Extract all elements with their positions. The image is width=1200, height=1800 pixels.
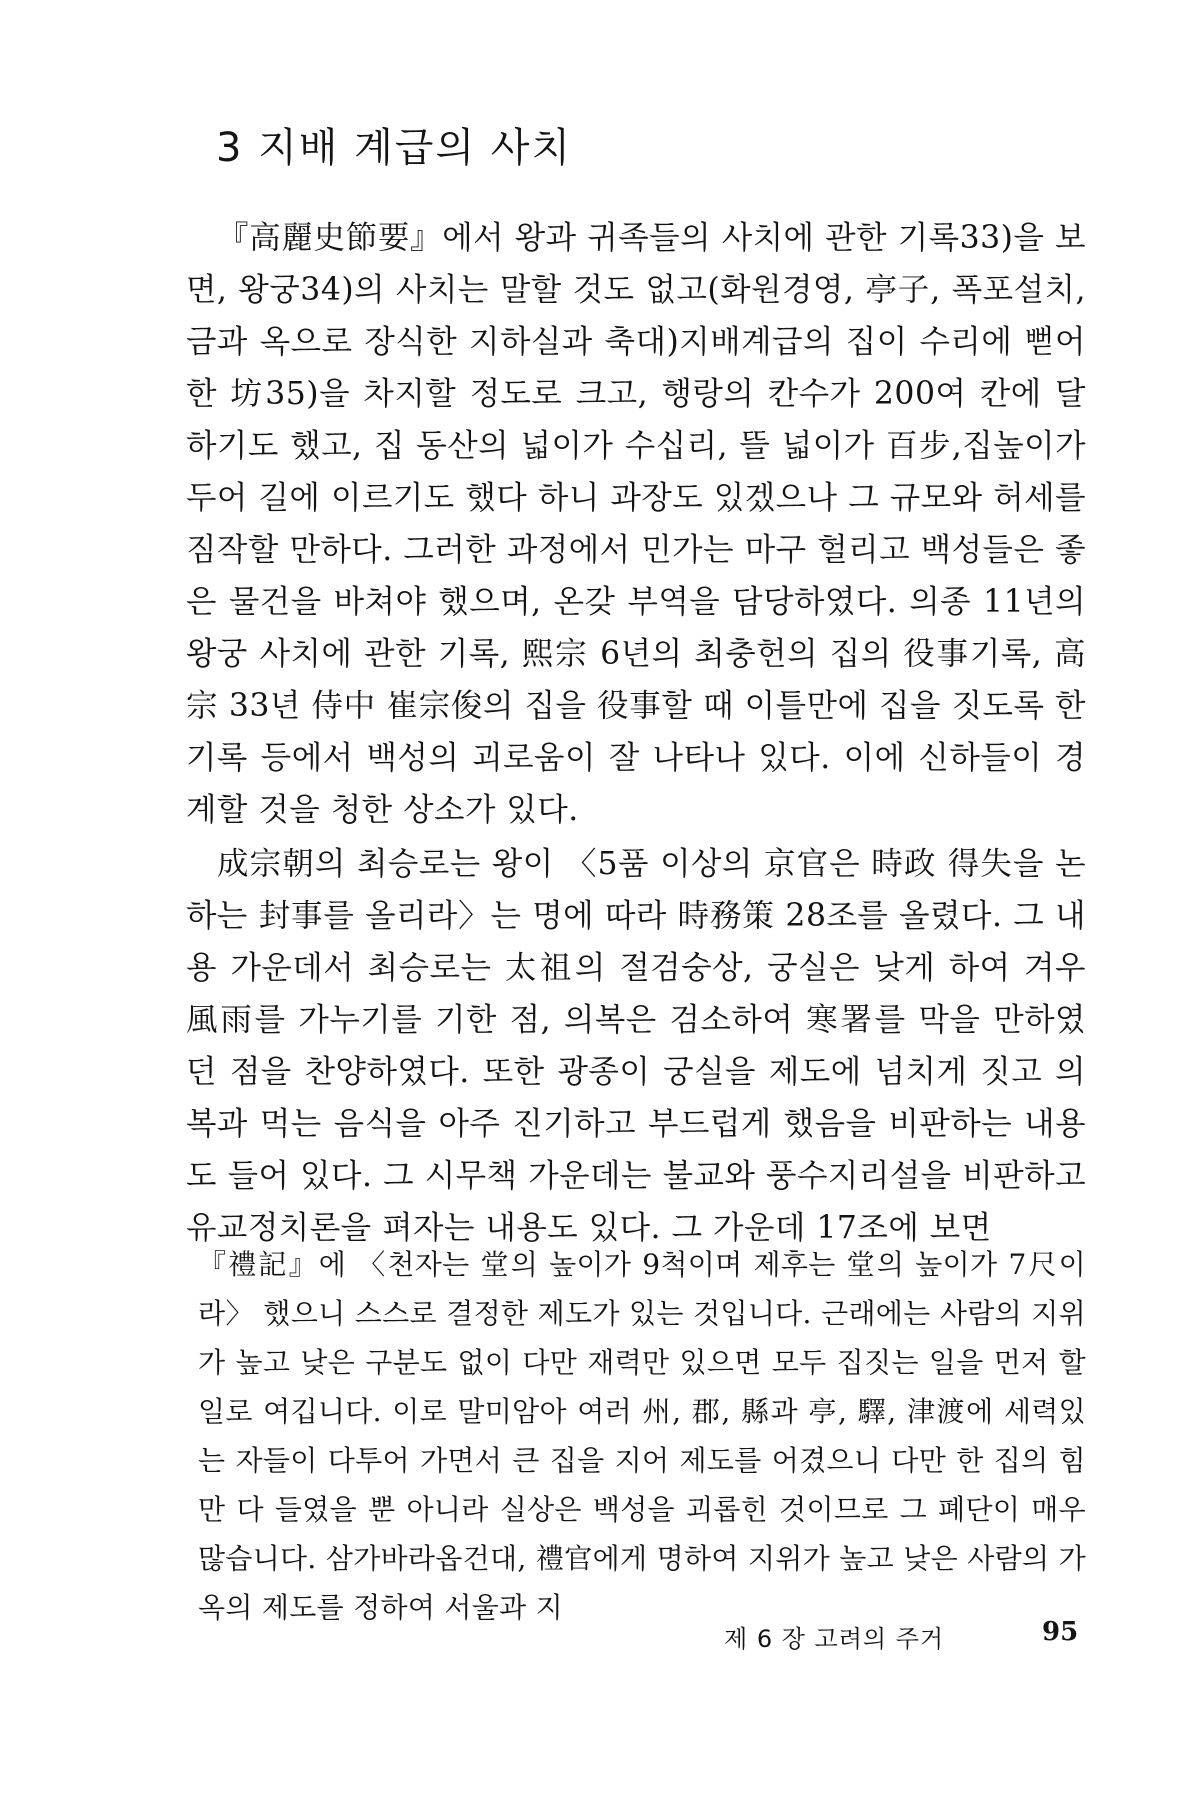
page-number: 95 — [1042, 1617, 1079, 1647]
running-footer-chapter: 제 6 장 고려의 주거 — [724, 1625, 945, 1653]
body-text — [186, 212, 1086, 1254]
body-paragraph-2: 成宗朝의 최승로는 왕이 〈5품 이상의 京官은 時政 得失을 논하는 封事를 올리라〉는 명에 따라 時務策 28조를 올렸다. 그 내용 가운데서 최승로는 太祖의 절검숭상, 궁실은 낮게 하여 겨우 風雨를 가누기를 기한 점, 의복은 검소하여 寒署를 막을 만하였던 점을 찬양하였다. 또한 광종이 궁실을 제도에 넘치게 짓고 의복과 먹는 음식을 아주 진기하고 부드럽게 했음을 비판하는 내용도 들어 있다. 그 시무책 가운데는 불교와 풍수지리설을 비판하고 유교정치론을 펴자는 내용도 있다. 그 가운데 17조에 보면 — [186, 846, 1086, 1246]
body-paragraph-1: 『高麗史節要』에서 왕과 귀족들의 사치에 관한 기록33)을 보면, 왕궁34)의 사치는 말할 것도 없고(화원경영, 亭子, 폭포설치, 금과 옥으로 장식한 지하실과 축대)지배계급의 집이 수리에 뻗어 한 坊35)을 차지할 정도로 크고, 행랑의 칸수가 200여 칸에 달하기도 했고, 집 동산의 넓이가 수십리, 뜰 넓이가 百步,집높이가 두어 길에 이르기도 했다 하니 과장도 있겠으나 그 규모와 허세를 짐작할 만하다. 그러한 과정에서 민가는 마구 헐리고 백성들은 좋은 물건을 바쳐야 했으며, 온갖 부역을 담당하였다. 의종 11년의 왕궁 사치에 관한 기록, 熙宗 6년의 최충헌의 집의 役事기록, 高宗 33년 侍中 崔宗俊의 집을 役事할 때 이틀만에 집을 짓도록 한 기록 등에서 백성의 괴로움이 잘 나타나 있다. 이에 신하들이 경계할 것을 청한 상소가 있다. — [186, 220, 1086, 828]
quoted-passage-text: 『禮記』에 〈천자는 堂의 높이가 9척이며 제후는 堂의 높이가 7尺이라〉 했으니 스스로 결정한 제도가 있는 것입니다. 근래에는 사람의 지위가 높고 낮은 구분도 없이 다만 재력만 있으면 모두 집짓는 일을 먼저 할 일로 여깁니다. 이로 말미암아 여러 州, 郡, 縣과 亭, 驛, 津渡에 세력있는 자들이 다투어 가면서 큰 집을 지어 제도를 어겼으니 다만 한 집의 힘만 다 들였을 뿐 아니라 실상은 백성을 괴롭힌 것이므로 그 폐단이 매우 많습니다. 삼가바라옵건대, 禮官에게 명하여 지위가 높고 낮은 사람의 가옥의 제도를 정하여 서울과 지 — [198, 1248, 1086, 1624]
quoted-passage — [198, 1240, 1086, 1632]
section-title: 3 지배 계급의 사치 — [216, 125, 573, 171]
page-footer — [700, 1613, 1080, 1661]
